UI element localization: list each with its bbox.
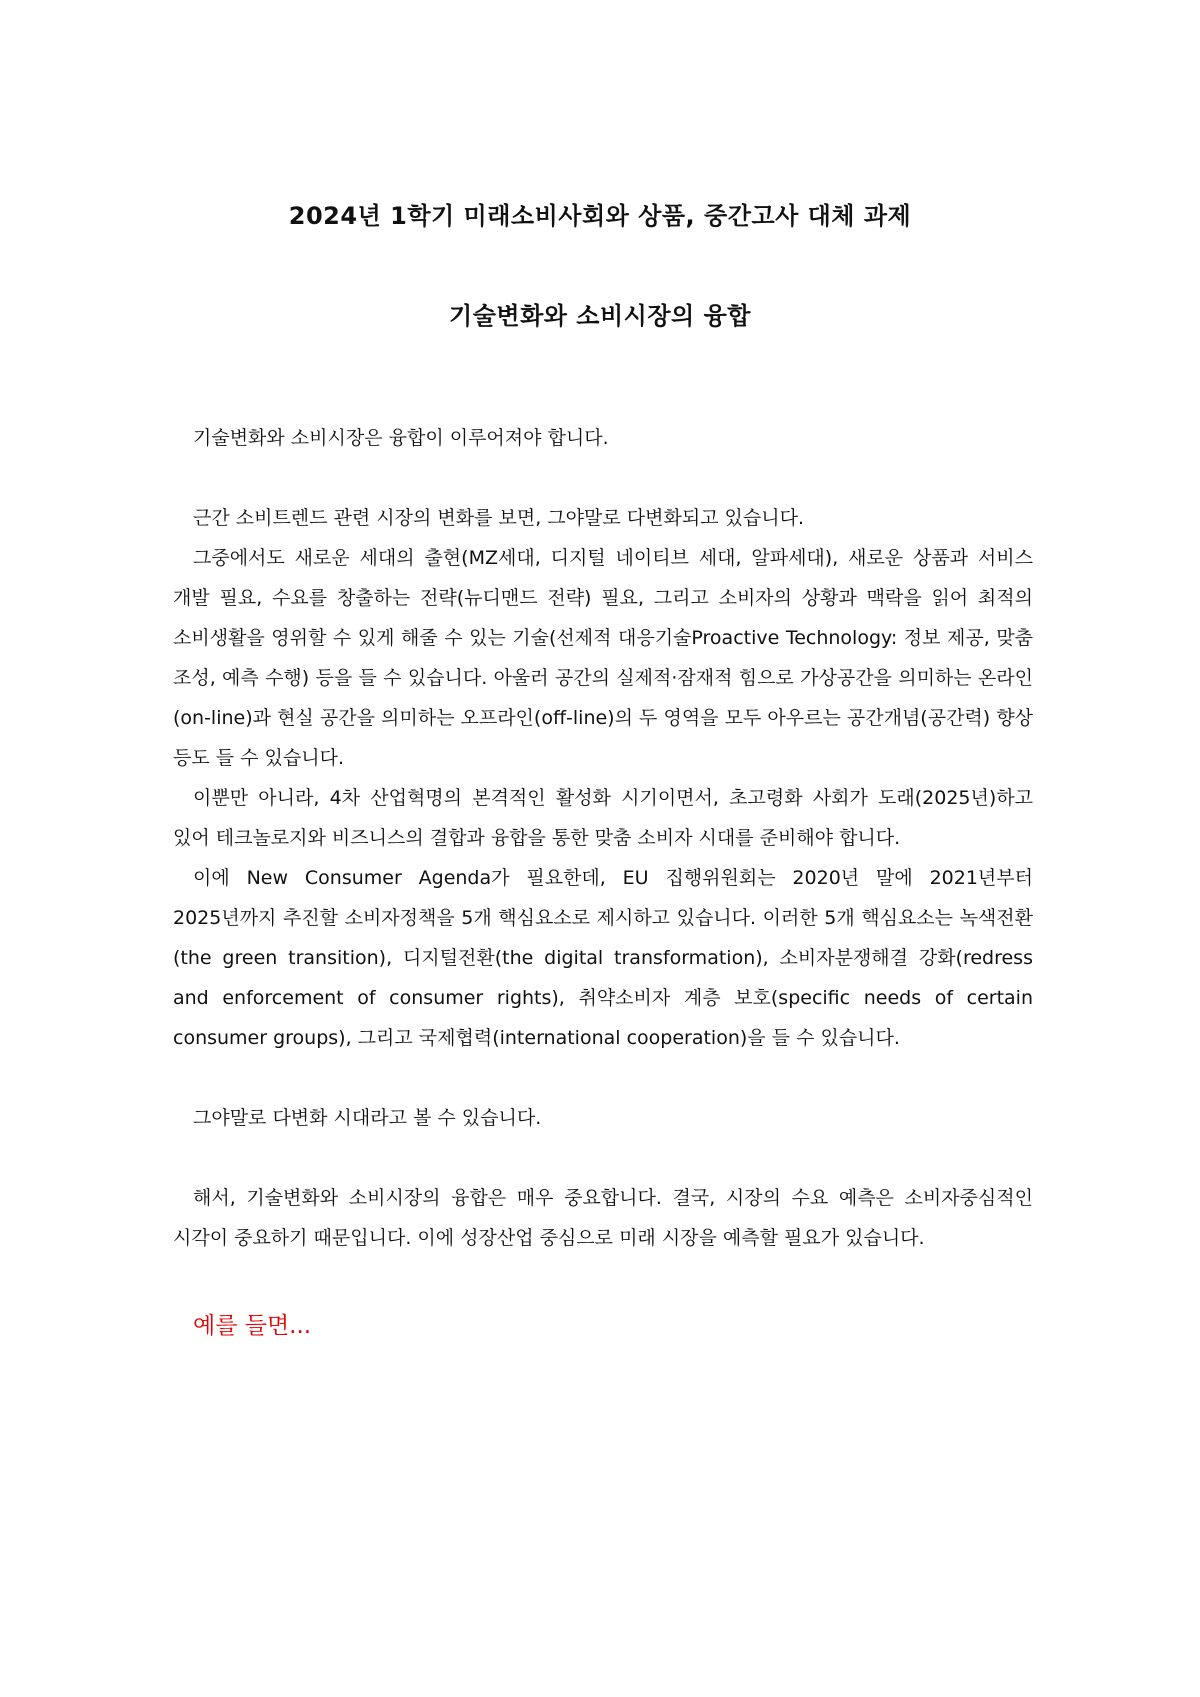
paragraph-trend: 근간 소비트렌드 관련 시장의 변화를 보면, 그야말로 다변화되고 있습니다. bbox=[193, 507, 805, 529]
example-wrapper bbox=[173, 1306, 1033, 1346]
paragraph-new-consumer-agenda: 이에 New Consumer Agenda가 필요한데, EU 집행위원회는 2020년 말에 2021년부터 2025년까지 추진할 소비자정책을 5개 핵심요소로 제시하고 있습니다. 이러한 5개 핵심요소는 녹색전환(the green transition), 디지털전환(the digital transformation), 소비자분쟁해결 강화(redress and enforcement of consumer rights), 취약소비자 계층 보호(specific needs of certain consumer groups), 그리고 국제협력(international cooperation)을 들 수 있습니다. bbox=[173, 867, 1033, 1049]
paragraph-intro: 기술변화와 소비시장은 융합이 이루어져야 합니다. bbox=[193, 427, 609, 449]
document-body bbox=[173, 418, 1033, 1346]
paragraph-diversification: 그야말로 다변화 시대라고 볼 수 있습니다. bbox=[193, 1107, 542, 1129]
paragraph-conclusion: 해서, 기술변화와 소비시장의 융합은 매우 중요합니다. 결국, 시장의 수요 예측은 소비자중심적인 시각이 중요하기 때문입니다. 이에 성장산업 중심으로 미래 시장을 예측할 필요가 있습니다. bbox=[173, 1187, 1033, 1249]
document-subtitle: 기술변화와 소비시장의 융합 bbox=[449, 302, 751, 330]
paragraph-spacer bbox=[173, 1138, 1033, 1178]
paragraph-new-generation: 그중에서도 새로운 세대의 출현(MZ세대, 디지털 네이티브 세대, 알파세대), 새로운 상품과 서비스 개발 필요, 수요를 창출하는 전략(뉴디맨드 전략) 필요, 그리고 소비자의 상황과 맥락을 읽어 최적의 소비생활을 영위할 수 있게 해줄 수 있는 기술(선제적 대응기술Proactive Technology: 정보 제공, 맞춤 조성, 예측 수행) 등을 들 수 있습니다. 아울러 공간의 실제적·잠재적 힘으로 가상공간을 의미하는 온라인(on-line)과 현실 공간을 의미하는 오프라인(off-line)의 두 영역을 모두 아우르는 공간개념(공간력) 향상 등도 들 수 있습니다. bbox=[173, 547, 1033, 769]
document-title: 2024년 1학기 미래소비사회와 상품, 중간고사 대체 과제 bbox=[288, 202, 912, 230]
paragraph-spacer bbox=[173, 1058, 1033, 1098]
paragraph-spacer bbox=[173, 458, 1033, 498]
paragraph-fourth-industrial-revolution: 이뿐만 아니라, 4차 산업혁명의 본격적인 활성화 시기이면서, 초고령화 사회가 도래(2025년)하고 있어 테크놀로지와 비즈니스의 결합과 융합을 통한 맞춤 소비자 시대를 준비해야 합니다. bbox=[173, 787, 1033, 849]
example-lead-in: 예를 들면... bbox=[193, 1313, 312, 1339]
